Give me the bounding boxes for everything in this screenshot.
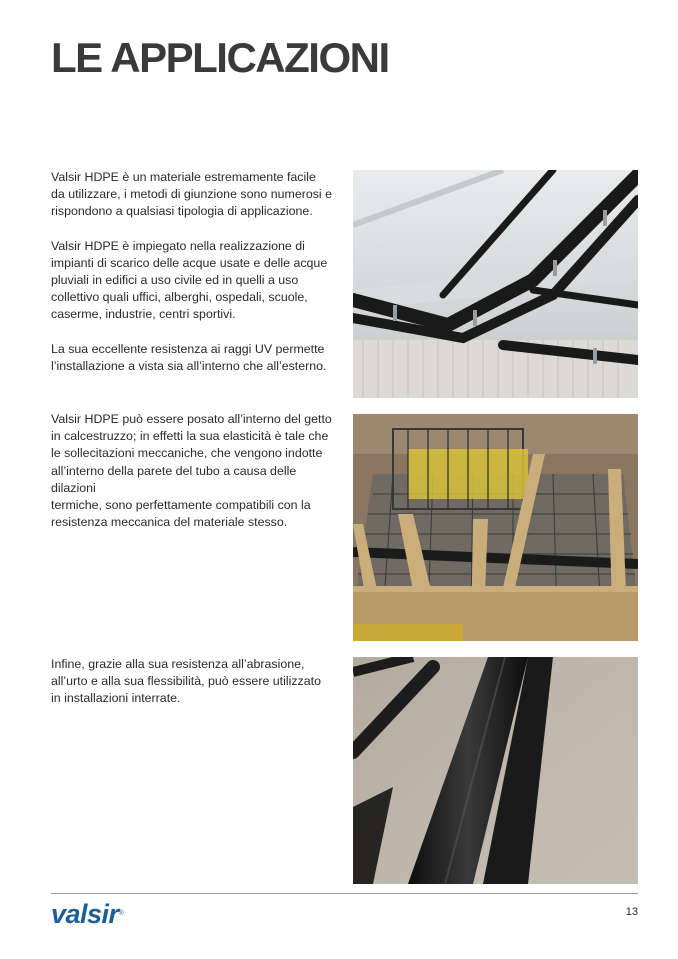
paragraph: Valsir HDPE può essere posato all’interno del getto in calcestruzzo; in effetti la sua elasticità è tale che le sollecitazioni meccaniche, che vengono indotte all’interno della parete del tubo a causa delle dilazioni termiche, sono perfettamente compatibili con la resistenza meccanica del materiale stesso.: [51, 412, 332, 530]
valsir-logo: [51, 899, 123, 929]
registered-mark: ®: [118, 910, 124, 917]
text-section-underground: [51, 656, 343, 725]
paragraph: Infine, grazie alla sua resistenza all’abrasione, all’urto e alla sua flessibilità, può essere utilizzato in installazioni interrate.: [51, 657, 321, 706]
footer-divider: [51, 893, 638, 894]
photo-underground-pipes: [353, 657, 638, 884]
photo-concrete-formwork: [353, 414, 638, 641]
text-section-concrete: [51, 411, 343, 548]
page-number: 13: [625, 906, 638, 918]
photo-ceiling-pipes: [353, 170, 638, 398]
page-title: LE APPLICAZIONI: [51, 34, 389, 81]
paragraph: Valsir HDPE è un materiale estremamente facile da utilizzare, i metodi di giunzione sono numerosi e rispondono a qualsiasi tipologia di applicazione.: [51, 170, 333, 219]
paragraph: La sua eccellente resistenza ai raggi UV permette l’installazione a vista sia all’interno che all’esterno.: [51, 341, 327, 373]
paragraph: Valsir HDPE è impiegato nella realizzazione di impianti di scarico delle acque usate e delle acque pluviali in edifici a uso civile ed in quelli a uso collettivo quali uffici, alberghi, ospedali, scuole, caserme, industrie, centri sportivi.: [51, 238, 328, 322]
logo-text: valsir: [51, 899, 119, 929]
text-section-application-overview: [51, 169, 343, 392]
